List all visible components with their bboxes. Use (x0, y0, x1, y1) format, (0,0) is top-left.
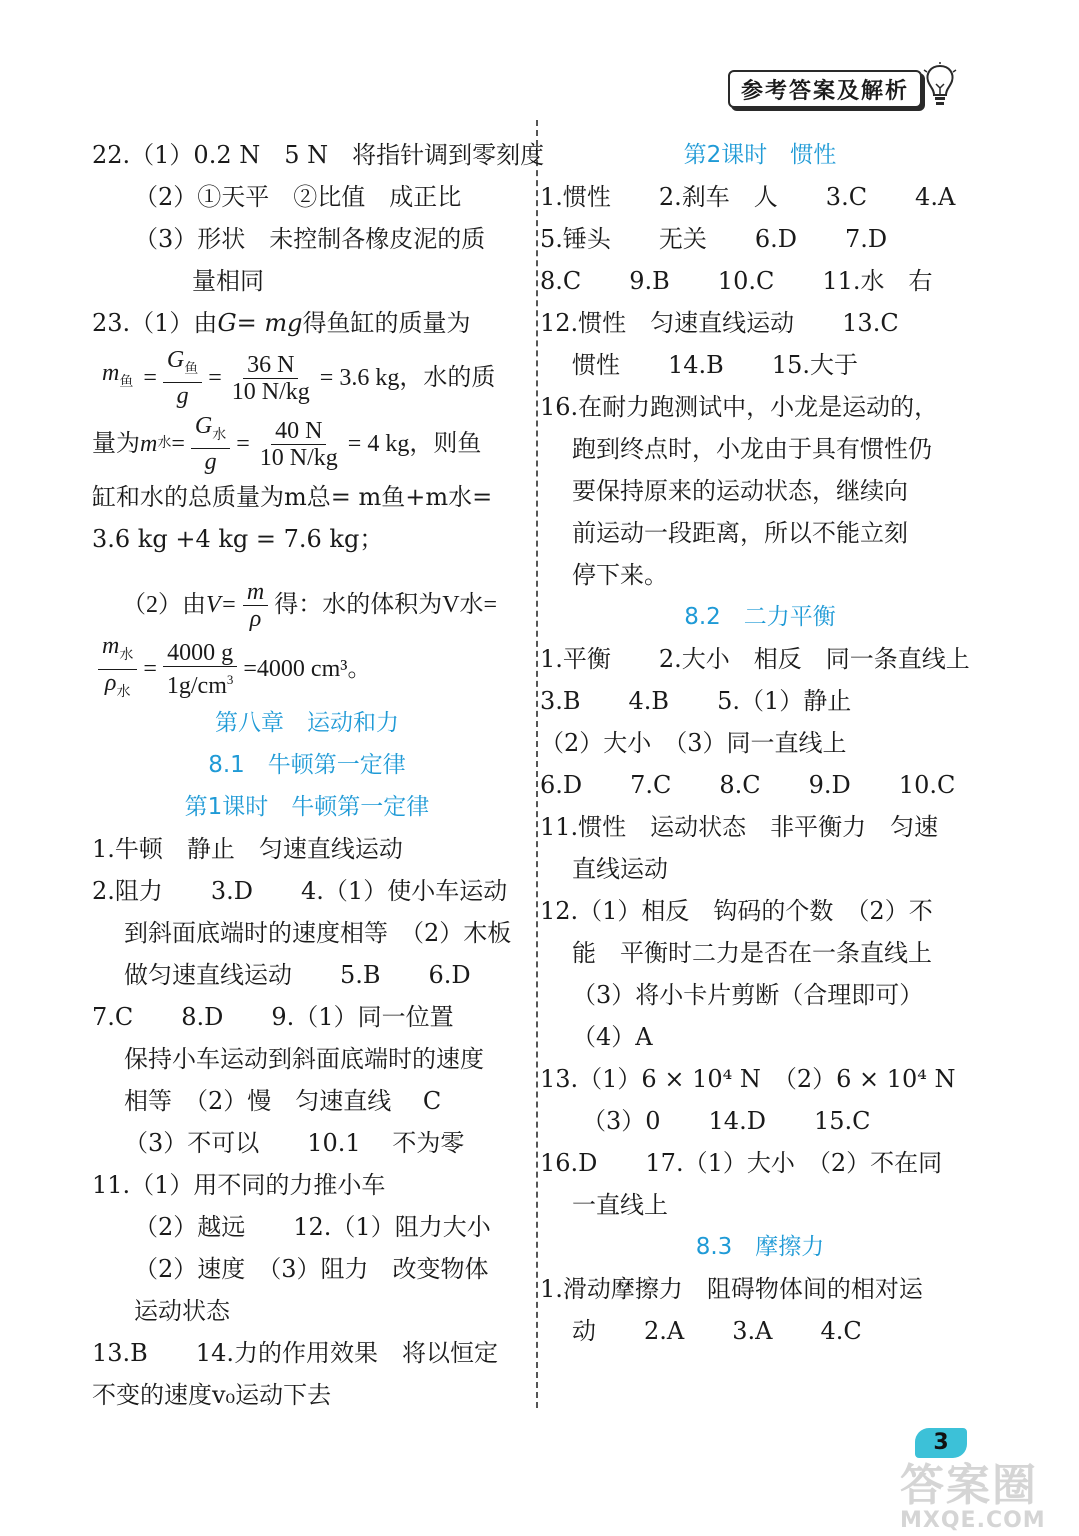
answer-key-header: 参考答案及解析 (728, 70, 922, 108)
answer-line: 16.在耐力跑测试中，小龙是运动的， (540, 393, 939, 421)
answer-line: 相等 （2）慢 匀速直线 C (124, 1087, 442, 1115)
answer-line: （3）0 14.D 15.C (582, 1107, 871, 1135)
answer-line: （2）速度 （3）阻力 改变物体 (134, 1255, 489, 1283)
fish-value-fraction: $\frac{36 N}{10 N/kg}$ (231, 351, 310, 405)
q23-line1 (92, 302, 522, 344)
answer-line: 直线运动 (572, 855, 668, 883)
answer-line: 12.惯性 匀速直线运动 13.C (540, 309, 899, 337)
q23-part2-line: （2）由 V= $\frac{m}{\rho}$ 得：水的体积为V水= (122, 578, 498, 632)
answer-line: 1.平衡 2.大小 相反 同一条直线上 (540, 645, 970, 673)
page-number: 3 (915, 1428, 967, 1458)
answer-line: 动 2.A 3.A 4.C (572, 1317, 862, 1345)
q23-total-result: 3.6 kg +4 kg = 7.6 kg； (92, 525, 384, 553)
answer-line: 不变的速度v₀运动下去 (92, 1381, 332, 1409)
answer-line: 8.C 9.B 10.C 11.水 右 (540, 267, 933, 295)
q22-line3: （3）形状 未控制各橡皮泥的质 (134, 225, 486, 253)
answer-line: 1.惯性 2.刹车 人 3.C 4.A (540, 183, 956, 211)
answer-line: 一直线上 (572, 1191, 668, 1219)
answer-line: 1.牛顿 静止 匀速直线运动 (92, 835, 403, 863)
q23-tail: 得鱼缸的质量为 (302, 309, 471, 337)
lightbulb-icon (922, 62, 958, 108)
lesson-2-heading: 第2课时 惯性 (683, 142, 837, 168)
answer-line: 保持小车运动到斜面底端时的速度 (124, 1045, 484, 1073)
answer-line: （3）不可以 10.1 不为零 (124, 1129, 465, 1157)
q23-volume-equation: $\frac{m_水}{\rho_水}$ = $\frac{4000 g}{1g/cm^3}$ =4000 cm³。 (92, 636, 522, 702)
answer-line: 做匀速直线运动 5.B 6.D (124, 961, 471, 989)
answer-line: 13.B 14.力的作用效果 将以恒定 (92, 1339, 498, 1367)
volume-value-fraction: $\frac{4000 g}{1g/cm^3}$ (163, 640, 238, 699)
chapter-heading: 第八章 运动和力 (215, 710, 399, 736)
answer-line: 7.C 8.D 9.（1）同一位置 (92, 1003, 454, 1031)
answer-line: （2）越远 12.（1）阻力大小 (134, 1213, 491, 1241)
answer-line: （2）大小 （3）同一直线上 (540, 729, 847, 757)
answer-line: 3.B 4.B 5.（1）静止 (540, 687, 852, 715)
answer-line: 13.（1）6 × 10⁴ N （2）6 × 10⁴ N (540, 1065, 956, 1093)
fish-mass-lhs: $m_鱼$ (102, 360, 134, 390)
volume-symbol-fraction: $\frac{m_水}{\rho_水}$ (98, 633, 137, 706)
section-8-1-heading: 8.1 牛顿第一定律 (208, 752, 406, 778)
lesson-1-heading: 第1课时 牛顿第一定律 (184, 794, 430, 820)
q23-head: 23.（1）由 (92, 309, 218, 337)
answer-line: 11.（1）用不同的力推小车 (92, 1171, 386, 1199)
answer-line: 运动状态 (134, 1297, 230, 1325)
answer-line: 16.D 17.（1）大小 （2）不在同 (540, 1149, 943, 1177)
answer-line: 惯性 14.B 15.大于 (572, 351, 858, 379)
water-mass-result: = 4 kg，则鱼 (347, 431, 482, 457)
density-fraction: $\frac{m}{\rho}$ (243, 579, 268, 632)
column-divider (536, 120, 538, 1408)
watermark-logo: 答案圈 MXQE.COM (900, 1460, 1046, 1533)
answer-line: （4）A (572, 1023, 653, 1051)
answer-line: 11.惯性 运动状态 非平衡力 匀速 (540, 813, 939, 841)
answer-line: 6.D 7.C 8.C 9.D 10.C (540, 771, 956, 799)
answer-line: 2.阻力 3.D 4.（1）使小车运动 (92, 877, 508, 905)
answer-line: 能 平衡时二力是否在一条直线上 (572, 939, 932, 967)
q23-water-mass-equation: 量为 m 水 = $\frac{G_水}{g}$ = $\frac{40 N}{10 N/kg}$ = 4 kg，则鱼 (92, 412, 482, 476)
answer-line: 要保持原来的运动状态，继续向 (572, 477, 908, 505)
answer-line: 前运动一段距离，所以不能立刻 (572, 519, 908, 547)
water-value-fraction: $\frac{40 N}{10 N/kg}$ (259, 417, 338, 471)
q22-line2: （2）①天平 ②比值 成正比 (134, 183, 462, 211)
q23-total-line: 缸和水的总质量为m总= m鱼+m水= (92, 483, 493, 511)
answer-line: 跑到终点时，小龙由于具有惯性仍 (572, 435, 932, 463)
answer-line: 5.锤头 无关 6.D 7.D (540, 225, 888, 253)
answer-line: 到斜面底端时的速度相等 （2）木板 (124, 919, 512, 947)
fish-mass-result: = 3.6 kg，水的质 (319, 365, 496, 391)
answer-line: 停下来。 (572, 561, 668, 589)
q23-formula: G= mg (217, 309, 303, 337)
answer-line: （3）将小卡片剪断（合理即可） (572, 981, 924, 1009)
volume-result: =4000 cm³。 (243, 656, 372, 682)
right-column (540, 134, 980, 1352)
q23-fish-mass-equation: $m_鱼$ = $\frac{G_鱼}{g}$ = $\frac{36 N}{10 N/kg}$ = 3.6 kg，水的质 (92, 344, 522, 412)
fish-weight-fraction: $\frac{G_鱼}{g}$ (163, 347, 202, 410)
section-8-2-heading: 8.2 二力平衡 (684, 604, 836, 630)
section-8-3-heading: 8.3 摩擦力 (695, 1234, 825, 1260)
q22-line1: 22.（1）0.2 N 5 N 将指针调到零刻度 (92, 141, 545, 169)
answer-line: 1.滑动摩擦力 阻碍物体间的相对运 (540, 1275, 923, 1303)
left-column (92, 134, 545, 1416)
q22-line4: 量相同 (192, 267, 264, 295)
answer-line: 12.（1）相反 钩码的个数 （2）不 (540, 897, 933, 925)
water-weight-fraction: $\frac{G_水}{g}$ (191, 413, 230, 476)
